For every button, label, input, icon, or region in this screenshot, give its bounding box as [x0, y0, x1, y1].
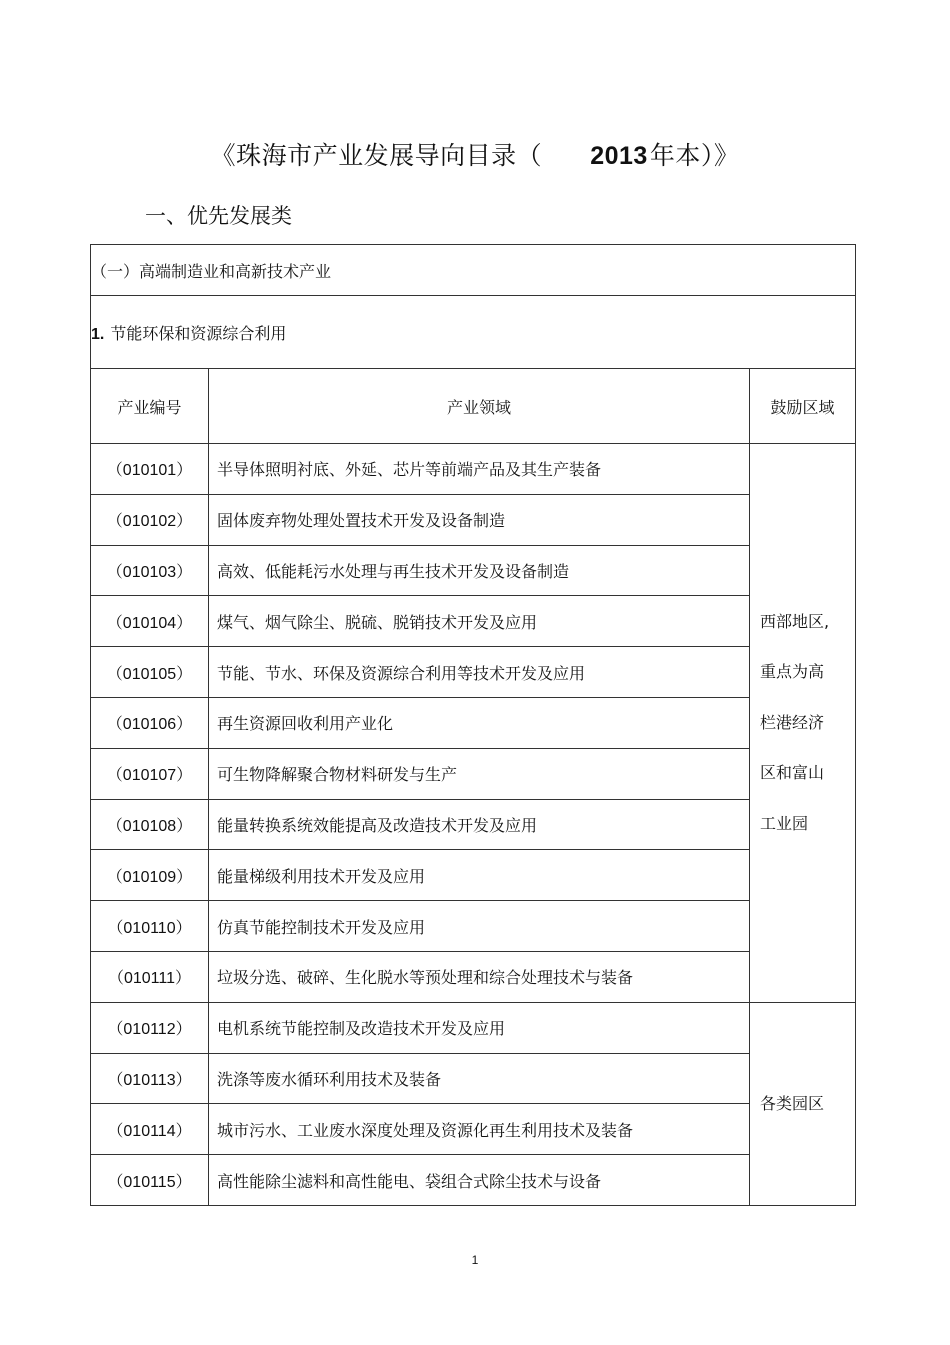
- table-row: [91, 494, 856, 545]
- industry-field: 再生资源回收利用产业化: [209, 697, 750, 748]
- table-row: [91, 748, 856, 799]
- industry-field: 煤气、烟气除尘、脱硫、脱销技术开发及应用: [209, 596, 750, 647]
- industry-field: 仿真节能控制技术开发及应用: [209, 901, 750, 952]
- category-heading: 一、优先发展类: [145, 204, 292, 228]
- industry-code: （010110）: [91, 901, 209, 952]
- industry-field: 能量梯级利用技术开发及应用: [209, 850, 750, 901]
- document-title: [0, 136, 950, 172]
- industry-field: 电机系统节能控制及改造技术开发及应用: [209, 1002, 750, 1053]
- industry-code: （010113）: [91, 1053, 209, 1104]
- column-header-row: [91, 369, 856, 444]
- industry-field: 城市污水、工业废水深度处理及资源化再生利用技术及装备: [209, 1104, 750, 1155]
- subsection-row: [91, 296, 856, 369]
- industry-code: （010111）: [91, 951, 209, 1002]
- section-row: [91, 245, 856, 296]
- subsection-label: 节能环保和资源综合利用: [110, 323, 287, 343]
- subsection-number: 1.: [91, 325, 105, 343]
- subsection-cell: [91, 296, 856, 369]
- title-year: 2013: [590, 142, 648, 170]
- industry-code: （010102）: [91, 494, 209, 545]
- region-line: 西部地区,: [760, 611, 830, 631]
- industry-code: （010115）: [91, 1155, 209, 1206]
- table-row: [91, 444, 856, 495]
- industry-code: （010109）: [91, 850, 209, 901]
- region-line: 工业园: [760, 813, 809, 833]
- industry-code: （010112）: [91, 1002, 209, 1053]
- region-line: 重点为高: [760, 662, 825, 682]
- industry-code: （010101）: [91, 444, 209, 495]
- column-header-field: 产业领域: [209, 369, 750, 444]
- industry-code: （010106）: [91, 697, 209, 748]
- industry-field: 节能、节水、环保及资源综合利用等技术开发及应用: [209, 647, 750, 698]
- region-line: 区和富山: [760, 763, 825, 783]
- column-header-code: 产业编号: [91, 369, 209, 444]
- industry-field: 洗涤等废水循环利用技术及装备: [209, 1053, 750, 1104]
- table-row: [91, 596, 856, 647]
- industry-catalog-table: [90, 244, 856, 1206]
- industry-field: 高性能除尘滤料和高性能电、袋组合式除尘技术与设备: [209, 1155, 750, 1206]
- table-row: [91, 850, 856, 901]
- industry-code: （010105）: [91, 647, 209, 698]
- industry-field: 高效、低能耗污水处理与再生技术开发及设备制造: [209, 545, 750, 596]
- region-line: 栏港经济: [760, 712, 825, 732]
- industry-code: （010103）: [91, 545, 209, 596]
- industry-field: 半导体照明衬底、外延、芯片等前端产品及其生产装备: [209, 444, 750, 495]
- table-row: [91, 1002, 856, 1053]
- column-header-region: 鼓励区域: [750, 369, 856, 444]
- page-number: 1: [471, 1253, 479, 1267]
- table-row: [91, 697, 856, 748]
- industry-field: 能量转换系统效能提高及改造技术开发及应用: [209, 799, 750, 850]
- table-row: [91, 1053, 856, 1104]
- industry-field: 垃圾分选、破碎、生化脱水等预处理和综合处理技术与装备: [209, 951, 750, 1002]
- table-row: [91, 1155, 856, 1206]
- industry-code: （010107）: [91, 748, 209, 799]
- industry-field: 可生物降解聚合物材料研发与生产: [209, 748, 750, 799]
- region-west-cell: [750, 444, 856, 1003]
- table-row: [91, 545, 856, 596]
- table-row: [91, 799, 856, 850]
- region-parks-cell: 各类园区: [750, 1002, 856, 1205]
- title-prefix: 《珠海市产业发展导向目录（: [210, 141, 543, 170]
- table-row: [91, 901, 856, 952]
- table-row: [91, 951, 856, 1002]
- industry-code: （010114）: [91, 1104, 209, 1155]
- industry-code: （010104）: [91, 596, 209, 647]
- title-suffix: 年本）》: [649, 141, 740, 170]
- industry-field: 固体废弃物处理处置技术开发及设备制造: [209, 494, 750, 545]
- section-label: （一）高端制造业和高新技术产业: [91, 245, 856, 296]
- table-row: [91, 1104, 856, 1155]
- table-row: [91, 647, 856, 698]
- industry-code: （010108）: [91, 799, 209, 850]
